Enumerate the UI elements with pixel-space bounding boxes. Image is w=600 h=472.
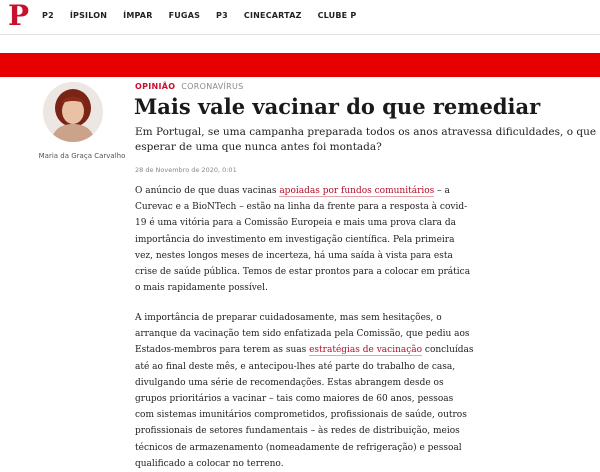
nav-item-cinecartaz[interactable]: CINECARTAZ	[243, 11, 302, 20]
author-portrait-icon	[43, 82, 103, 142]
article-paragraph	[135, 183, 475, 296]
link-estrategias-vacinacao[interactable]: estratégias de vacinação	[309, 345, 423, 356]
publico-logo[interactable]: P	[8, 0, 30, 32]
nav-item-p2[interactable]: P2	[42, 11, 54, 20]
publish-date: 28 de Novembro de 2020, 0:01	[135, 166, 237, 174]
paragraph-text: O anúncio de que duas vacinas	[135, 186, 280, 196]
paragraph-text: concluídas até ao final deste mês, e antecipou-lhes até parte do trabalho de casa, divulgando uma série de recomendações. Estas abrangem desde os grupos prioritários a vacinar – tais como maiores de 60 anos, pessoas com sistemas imunitários comprometidos, profissionais de saúde, outros profissionais de setores fundamentais – às redes de distribuição, meios técnicos de armazenamento (nomeadamente de refrigeração) e pessoal qualificado a colocar no terreno.	[135, 345, 474, 469]
nav-item-impar[interactable]: ÍMPAR	[123, 11, 153, 20]
nav-item-fugas[interactable]: FUGAS	[168, 11, 201, 20]
nav-item-ipsilon[interactable]: ÍPSILON	[69, 11, 108, 20]
top-navigation-bar	[0, 0, 600, 35]
red-banner	[0, 53, 600, 77]
article-lead: Em Portugal, se uma campanha preparada todos os anos atravessa dificuldades, o que esperar de uma que nunca antes foi montada?	[135, 126, 597, 153]
section-label[interactable]: OPINIÃO	[135, 82, 176, 91]
author-name[interactable]: Maria da Graça Carvalho	[38, 152, 126, 160]
article-kicker	[135, 82, 244, 91]
nav-item-p3[interactable]: P3	[216, 11, 228, 20]
nav-item-clube-p[interactable]: CLUBE P	[317, 11, 357, 20]
article-title: Mais vale vacinar do que remediar	[134, 94, 541, 119]
link-apoiadas-fundos[interactable]: apoiadas por fundos comunitários	[279, 186, 435, 196]
author-avatar[interactable]	[43, 82, 103, 142]
paragraph-text: A importância de preparar cuidadosamente, mas sem hesitações, o arranque da vacinação tem sido enfatizada pela Comissão, que pediu aos Estados-membros para terem as suas	[135, 313, 470, 356]
topic-label[interactable]: CORONAVÍRUS	[181, 82, 244, 91]
paragraph-text: – a Curevac e a BioNTech – estão na linha da frente para a resposta à covid-19 é uma vitória para a Comissão Europeia e mais uma prova clara da importância do investimento em investigação científica. Pela primeira vez, nestes longos meses de incerteza, há uma saída à vista para esta crise de saúde pública. Temos de estar prontos para a colocar em prática o mais rapidamente possível.	[135, 186, 471, 294]
article-paragraph	[135, 310, 475, 472]
section-nav	[42, 11, 372, 20]
